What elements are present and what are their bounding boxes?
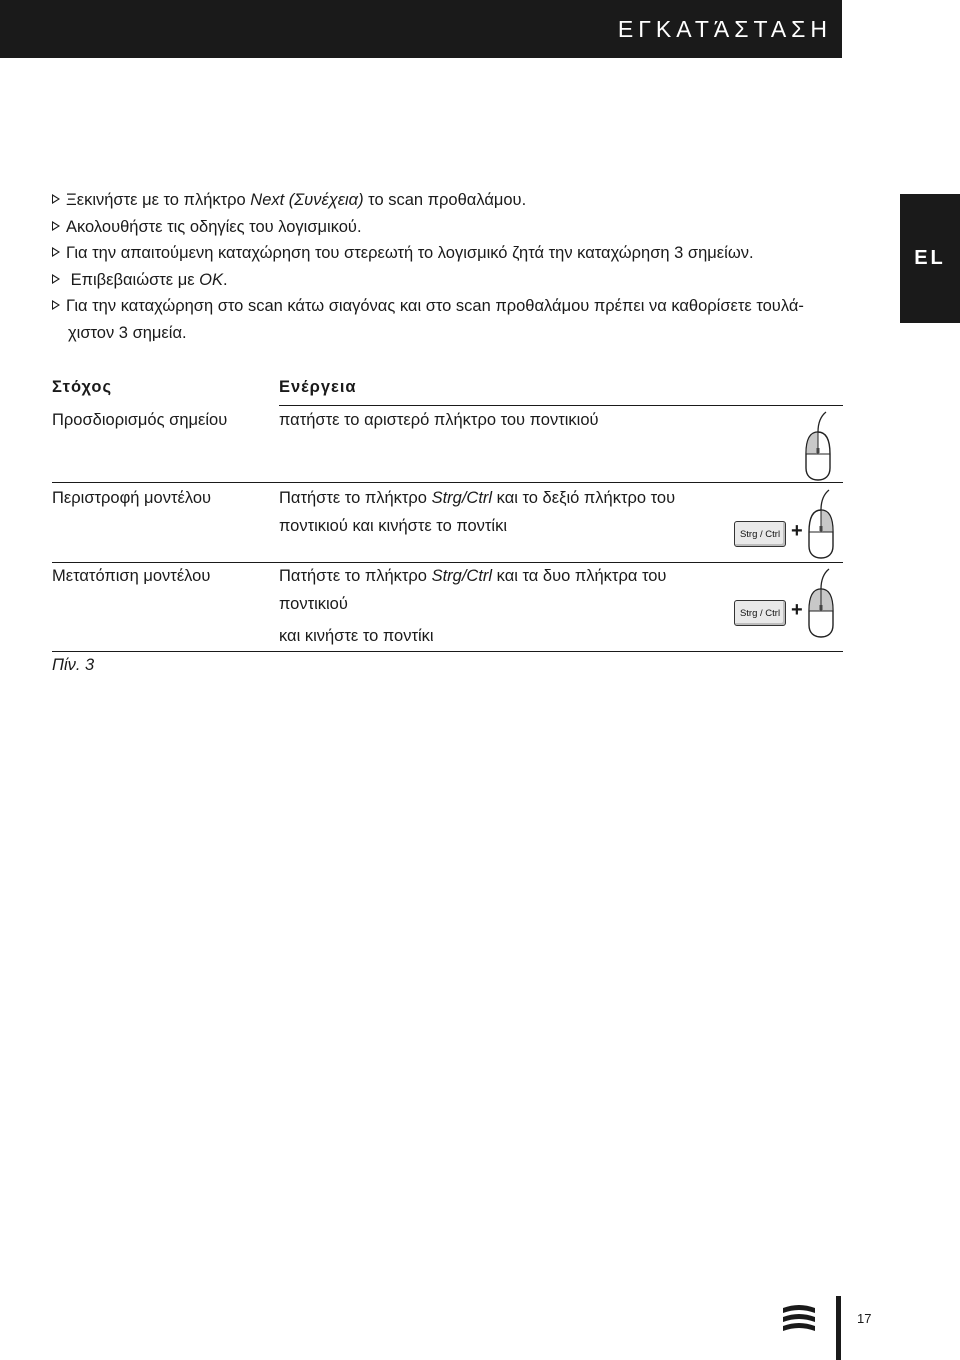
plus-sign: +	[791, 599, 803, 621]
header-goal: Στόχος	[52, 378, 113, 396]
row-goal: Μετατόπιση μοντέλου	[52, 567, 211, 585]
instruction-item: Για την καταχώρηση στο scan κάτω σιαγόνας και στο scan προθαλάμου πρέπει να καθορίσετε τουλά-	[52, 293, 852, 320]
instruction-item-continued: χιστον 3 σημεία.	[68, 323, 187, 342]
page-number: 17	[857, 1311, 872, 1326]
triangle-bullet-icon	[52, 194, 60, 204]
strg-ctrl-key-icon: Strg / Ctrl	[734, 521, 786, 547]
instruction-item: Ξεκινήστε με το πλήκτρο Next (Συνέχεια) το scan προθαλάμου.	[52, 187, 852, 214]
footer-divider	[836, 1296, 841, 1360]
mouse-icon	[804, 567, 838, 639]
triangle-bullet-icon	[52, 247, 60, 257]
mouse-icon	[804, 488, 838, 560]
instruction-item: Ακολουθήστε τις οδηγίες του λογισμικού.	[52, 214, 852, 241]
row-action: Πατήστε το πλήκτρο Strg/Ctrl και το δεξιό πλήκτρο του ποντικιού και κινήστε το ποντίκι	[279, 489, 676, 535]
page-section-title: ΕΓΚΑΤΆΣΤΑΣΗ	[617, 16, 832, 42]
instruction-list	[52, 187, 852, 346]
triangle-bullet-icon	[52, 300, 60, 310]
instruction-item: Για την απαιτούμενη καταχώρηση του στερεωτή το λογισμικό ζητά την καταχώρηση 3 σημείων.	[52, 240, 852, 267]
table-bottom-rule	[52, 651, 843, 652]
brand-logo-icon	[781, 1302, 817, 1338]
instruction-item: Επιβεβαιώστε με OK.	[52, 267, 852, 294]
header-bar	[0, 0, 842, 58]
row-action: Πατήστε το πλήκτρο Strg/Ctrl και τα δυο πλήκτρα του ποντικιού και κινήστε το ποντίκι	[279, 567, 667, 645]
row-goal: Περιστροφή μοντέλου	[52, 489, 212, 507]
row-divider	[52, 482, 843, 483]
row-goal: Προσδιορισμός σημείου	[52, 411, 228, 429]
plus-sign: +	[791, 520, 803, 542]
mouse-icon	[801, 410, 835, 482]
language-tab: EL	[900, 194, 960, 323]
triangle-bullet-icon	[52, 221, 60, 231]
table-caption: Πίν. 3	[52, 656, 95, 674]
strg-ctrl-key-icon: Strg / Ctrl	[734, 600, 786, 626]
header-action: Ενέργεια	[279, 378, 357, 396]
row-action: πατήστε το αριστερό πλήκτρο του ποντικιού	[279, 411, 599, 429]
triangle-bullet-icon	[52, 274, 60, 284]
